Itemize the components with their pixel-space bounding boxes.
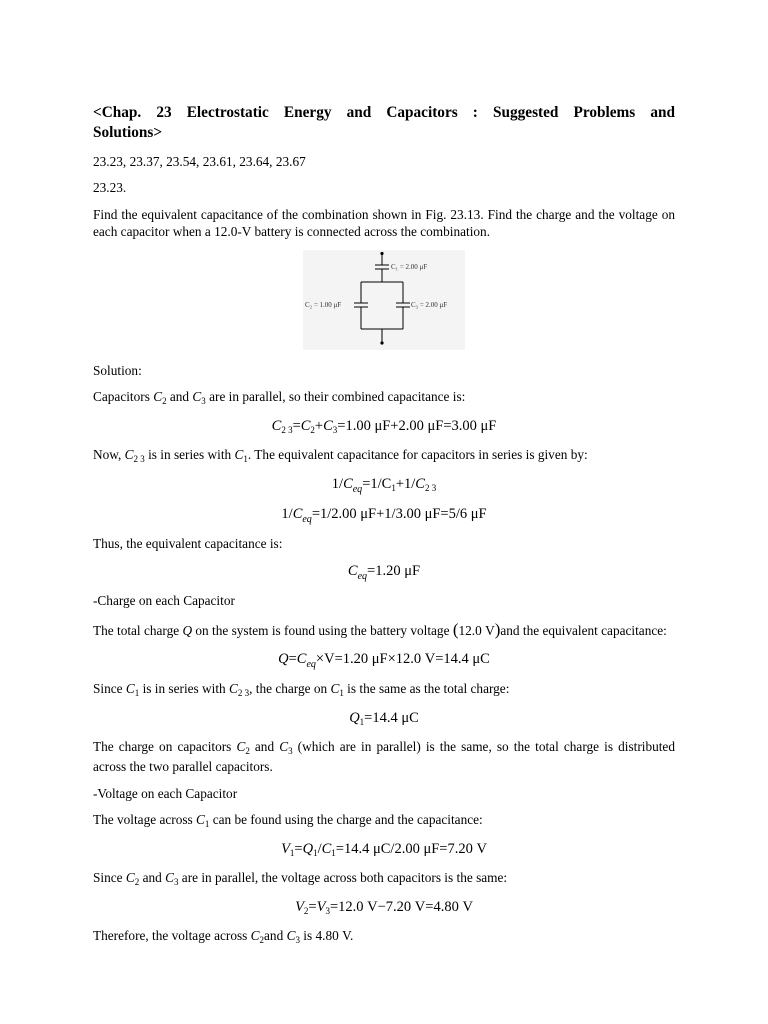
document-title: <Chap. 23 Electrostatic Energy and Capacitors : Suggested Problems and bbox=[93, 104, 675, 121]
thus-text: Thus, the equivalent capacitance is: bbox=[93, 536, 283, 552]
equation-series-formula: $1/C_{eq}=1/C_1+1/C_{2 3}$ bbox=[331, 476, 437, 496]
equation-q1: $Q_1=14.4$ μC bbox=[349, 710, 419, 728]
equation-c23: $C_{2 3}=C_2+C_3=1.00$ μF+2.00 μF=3.00 μF bbox=[271, 418, 497, 436]
c3-label: C₃ = 2.00 μF bbox=[411, 300, 448, 309]
document-title-continued: Solutions> bbox=[93, 123, 163, 141]
capacitor-circuit-diagram bbox=[303, 250, 465, 350]
total-charge-text: The total charge Q on the system is found using the battery voltage (12.0 V)and the equivalent capacitance: bbox=[93, 619, 667, 639]
voltage-c1-text: The voltage across $C_1$ can be found using the charge and the capacitance: bbox=[93, 812, 483, 830]
bottom-terminal bbox=[380, 341, 383, 344]
c1-label: C₁ = 2.00 μF bbox=[391, 262, 428, 271]
conclusion-text: Therefore, the voltage across $C_2and$ $C_3$ is 4.80 V. bbox=[93, 927, 354, 945]
top-terminal bbox=[380, 252, 383, 255]
problem-list: 23.23, 23.37, 23.54, 23.61, 23.64, 23.67 bbox=[93, 153, 306, 169]
charge-parallel-text: The charge on capacitors $C_2$ and $C_3$ (which are in parallel) is the same, so the total charge is distributed across the two parallel capacitors. bbox=[93, 739, 675, 775]
problem-number: 23.23. bbox=[93, 180, 127, 196]
parallel-intro: Capacitors $C_2$ and $C_3$ are in parallel, so their combined capacitance is: bbox=[93, 389, 466, 407]
circuit-figure bbox=[93, 250, 675, 350]
equation-v23: $V_2=V_3=12.0$ V−7.20 V=4.80 V bbox=[295, 898, 473, 916]
series-intro: Now, $C_{2 3}$ is in series with $C_1$. The equivalent capacitance for capacitors in series is given by: bbox=[93, 447, 588, 465]
c2-label: C₂ = 1.00 μF bbox=[305, 300, 342, 309]
since-series-text: Since $C_1$ is in series with $C_{2 3}$, the charge on $C_1$ is the same as the total charge: bbox=[93, 681, 510, 699]
voltage-heading: -Voltage on each Capacitor bbox=[93, 785, 238, 801]
since-parallel-text: Since $C_2$ and $C_3$ are in parallel, the voltage across both capacitors is the same: bbox=[93, 869, 508, 887]
charge-heading: -Charge on each Capacitor bbox=[93, 593, 235, 609]
equation-ceq: $C_{eq}=1.20$ μF bbox=[347, 563, 421, 583]
equation-total-charge: $Q=C_{eq}\times V=1.20$ μF×12.0 V=14.4 μC bbox=[278, 651, 490, 671]
equation-v1: $V_1=Q_1/C_1=14.4$ μC/2.00 μF=7.20 V bbox=[281, 840, 487, 858]
equation-series-numeric: $1/C_{eq}=1/2.00$ μF+1/3.00 μF=5/6 μF bbox=[281, 506, 487, 526]
solution-heading: Solution: bbox=[93, 362, 142, 378]
document-page bbox=[93, 103, 675, 955]
problem-statement: Find the equivalent capacitance of the combination shown in Fig. 23.13. Find the charge and the voltage on each capacitor when a 12.0-V battery is connected across the combination. bbox=[93, 206, 675, 240]
